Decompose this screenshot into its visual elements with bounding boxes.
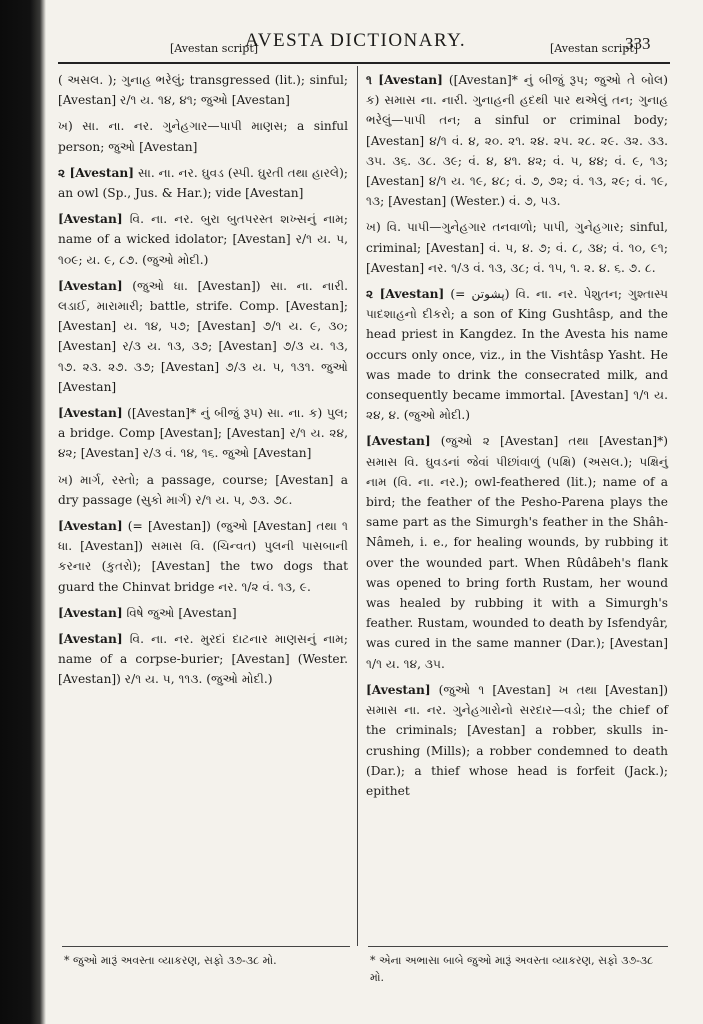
entry-headword: [Avestan] [58,278,123,293]
header-rule [58,62,670,64]
dictionary-entry [58,70,348,110]
entry-headword: ૧ [Avestan] [366,73,443,87]
dictionary-entry [58,470,348,510]
entry-text: ( અસલ. ); ગુનાહ ભરેલું; transgressed (lit.); sinful; [Avestan] ર/૧ ય. ૧૪, ૪૧; જુઓ [Avestan] [58,73,348,108]
entry-text: ([Avestan]* નું બીજું રૂપ) સા. ના. ક) પુલ; a bridge. Comp [Avestan]; [Avestan] ર/૧ ય. ૨૪, ૪૨; [Avestan] ર/૩ વં. ૧૪, ૧૬. જુઓ [Avestan] [58,406,348,461]
dictionary-entry [366,217,668,278]
dictionary-entry [58,276,348,397]
page-binding-shadow [0,0,46,1024]
dictionary-entry [366,284,668,425]
entry-headword: [Avestan] [58,519,123,534]
entry-headword: ૨ [Avestan] [58,165,135,180]
entry-text: વિ. ના. નર. બુરા બુતપરસ્ત શખ્સનું નામ; name of a wicked idolator; [Avestan] ર/૧ ય. પ, ૧૦૯; ય. ૯, ૮૭. (જુઓ મોદી.) [58,212,348,267]
footnote-rule-right [368,946,668,947]
running-header [60,30,670,60]
footnote-right: * એના અભાસા બાબે જુઓ મારૂં અવસ્તા વ્યાકરણ, સફો ૩૭-૩૮ મો. [370,954,654,984]
entry-text: ખ) માર્ગ, રસ્તો; a passage, course; [Avestan] a dry passage (સુકો માર્ગ) ર/૧ ય. પ, ૭૩. ૭૮. [58,472,348,507]
left-catchword: [Avestan script] [170,42,259,55]
dictionary-entry [366,70,668,211]
entry-headword: [Avestan] [366,434,431,449]
page-number: 333 [625,34,651,53]
entry-text: ([Avestan]* નું બીજું રૂપ; જુઓ તે બોલ) ક) સમાસ ના. નારી. ગુનાહની હદથી પાર થએલું તન; ગુનાહ ભરેલું—પાપી તન; a sinful or criminal body; [Avestan] ૪/૧ વં. ૪, ૨૦. ૨૧. ૨૪. ૨૫. ૨૮. ૨૯. ૩૨. ૩૩. ૩૫. ૩૬. ૩૮. ૩૯; વં. ૪, ૪૧. ૪૨; વં. પ, ૪૪; વં. ૯, ૧૩; [Avestan] ૪/૧ ય. ૧૯, ૪૮; વં. ૭, ૭૨; વં. ૧૩, ૨૯; વં. ૧૯, ૧૩; [Avestan] (Wester.) વં. ૭, ૫૩. [366,73,668,209]
entry-headword: ૨ [Avestan] [366,287,445,302]
right-column [366,70,668,807]
entry-text: (= [Avestan]) (જુઓ [Avestan] તથા ૧ ધા. [Avestan]) સમાસ વિ. (ચિન્વત) પુલની પાસબાની કરનાર (કુતરો); [Avestan] the two dogs that guard the Chinvat bridge નર. ૧/૨ વં. ૧૩, ૯. [58,519,348,594]
entry-headword: [Avestan] [58,212,123,227]
dictionary-entry [58,116,348,156]
entry-text: સા. ના. નર. ઘુવડ (સ્પી. ઘુરતી તથા હારલે); an owl (Sp., Jus. & Har.); vide [Avestan] [58,165,348,201]
dictionary-entry [366,680,668,801]
entry-headword: [Avestan] [58,406,123,421]
column-divider [357,66,358,946]
footnote-rule-left [62,946,350,947]
dictionary-entry [58,603,348,623]
dictionary-entry [58,629,348,690]
right-catchword: [Avestan script] [550,42,639,55]
entry-text: વિ. ના. નર. મુરદાં દાટનાર માણસનું નામ; name of a corpse-burier; [Avestan] (Wester. [Avestan]) ર/૧ ય. પ, ૧૧૩. (જુઓ મોદી.) [58,632,348,687]
entry-text: (જુઓ ધા. [Avestan]) સા. ના. નારી. લડાઈ, મારામારી; battle, strife. Comp. [Avestan]; [Avestan] ય. ૧૪, ૫૭; [Avestan] ૭/૧ ય. ૯, ૩૦; [Avestan] ર/૩ ય. ૧૩, ૩૭; [Avestan] ૭/૩ ય. ૧૩, ૧૭. ૨૩. ૨૭. ૩૭; [Avestan] ૭/૩ ય. પ, ૧૩૧. જુઓ [Avestan] [58,278,348,394]
entry-text: ખ) વિ. પાપી—ગુનેહગાર તનવાળો; પાપી, ગુનેહગાર; sinful, criminal; [Avestan] વં. પ, ૪. ૭; વં. ૮, ૩૪; વં. ૧૦, ૯૧; [Avestan] નર. ૧/૩ વં. ૧૩, ૩૮; વં. ૧૫, ૧. ૨. ૪. ૬. ૭. ૮. [366,220,668,275]
footnote-left: * જુઓ મારૂં અવસ્તા વ્યાકરણ, સફો ૩૭-૩૮ મો. [64,954,277,967]
left-column [58,70,348,696]
entry-headword: [Avestan] [366,682,431,697]
page-title: AVESTA DICTIONARY. [245,30,467,51]
dictionary-entry [58,209,348,270]
entry-text: (= پشوتن) વિ. ના. નર. પેશુતન; ગુશ્તાસ્પ પાદશાહનો દીકરો; a son of King Gushtâsp, and the head priest in Kangdez. In the Avesta his name occurs only once, viz., in the Vishtâsp Yasht. He was made to drink the consecrated milk, and consequently became immortal. [Avestan] ૧/૧ ય. ૨૪, ૪. (જુઓ મોદી.) [366,287,668,423]
entry-text: (જુઓ ૧ [Avestan] ખ તથા [Avestan]) સમાસ ના. નર. ગુનેહગારોનો સરદાર—વડો; the chief of the criminals; [Avestan] a robber, skulls in-crushing (Mills); a robber condemned to death (Dar.); a thief whose head is forfeit (Jack.); epithet [366,682,668,798]
entry-headword: [Avestan] [58,632,123,647]
entry-headword: [Avestan] [58,605,123,620]
dictionary-entry [58,516,348,597]
entry-text: ખ) સા. ના. નર. ગુનેહગાર—પાપી માણસ; a sinful person; જુઓ [Avestan] [58,119,348,154]
entry-text: વિષે જુઓ [Avestan] [126,605,237,620]
dictionary-entry [58,163,348,203]
entry-text: (જુઓ ૨ [Avestan] તથા [Avestan]*) સમાસ વિ. ઘુવડનાં જેવાં પીછાંવાળું (પક્ષિ) (અસલ.); પક્ષિનું નામ (વિ. ના. નર.); owl-feathered (lit.); name of a bird; the feather of the Pesho-Parena plays the same part as the Simurgh's feather in the Shâh-Nâmeh, i. e., for healing wounds, by rubbing it over the wounded part. When Rûdâbeh's flank was opened to bring forth Rustam, her wound was healed by rubbing it with a Simurgh's feather. Rustam, wounded to death by Isfendyâr, was cured in the same manner (Dar.); [Avestan] ૧/૧ ય. ૧૪, ૩૫. [366,434,668,671]
dictionary-entry [366,431,668,673]
dictionary-entry [58,403,348,464]
